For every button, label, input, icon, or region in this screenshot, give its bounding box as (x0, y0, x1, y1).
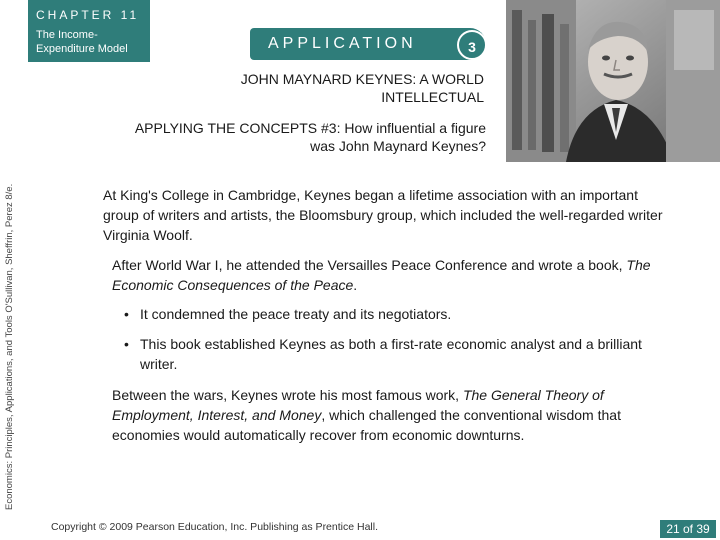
bullet-text: It condemned the peace treaty and its negotiators. (140, 306, 452, 322)
book-citation-vertical: Economics: Principles, Applications, and Tools O'Sullivan, Sheffrin, Perez 8/e. (4, 183, 15, 510)
paragraph-bloomsbury: At King's College in Cambridge, Keynes began a lifetime association with an important group of writers and artists, the Bloomsbury group, which included the well-regarded writer Virginia Woolf. (103, 187, 663, 243)
paragraph-versailles-tail: . (353, 277, 358, 293)
keynes-portrait-photo (506, 0, 720, 162)
bullet-item (124, 334, 664, 374)
slide-title: JOHN MAYNARD KEYNES: A WORLD INTELLECTUAL (240, 71, 484, 105)
page-number-badge: 21 of 39 (660, 520, 716, 538)
chapter-label: CHAPTER 11 (36, 8, 140, 22)
book-title-economic-consequences: The Economic Consequences of the Peace (112, 257, 651, 293)
chapter-subtitle: The Income-Expenditure Model (36, 29, 128, 55)
applying-concepts-question: APPLYING THE CONCEPTS #3: How influential a figure was John Maynard Keynes? (134, 120, 486, 154)
paragraph-general-theory (112, 385, 632, 445)
bullet-dot: • (124, 306, 129, 322)
paragraph-general-theory-tail: , which challenged the conventional wisdom that economies would automatically recover from economic downturns. (112, 407, 621, 443)
application-label: APPLICATION (268, 35, 417, 52)
copyright-footer: Copyright © 2009 Pearson Education, Inc. Publishing as Prentice Hall. (51, 521, 379, 533)
book-title-general-theory: The General Theory of Employment, Interest, and Money (112, 387, 604, 423)
bullet-item (124, 304, 644, 324)
bullet-text: This book established Keynes as both a first-rate economic analyst and a brilliant writer. (140, 336, 642, 372)
paragraph-general-theory-lead: Between the wars, Keynes wrote his most famous work, (112, 387, 463, 403)
application-number-badge: 3 (457, 30, 487, 60)
paragraph-versailles-lead: After World War I, he attended the Versailles Peace Conference and wrote a book, (112, 257, 627, 273)
bullet-dot: • (124, 336, 129, 352)
paragraph-versailles (112, 255, 672, 295)
